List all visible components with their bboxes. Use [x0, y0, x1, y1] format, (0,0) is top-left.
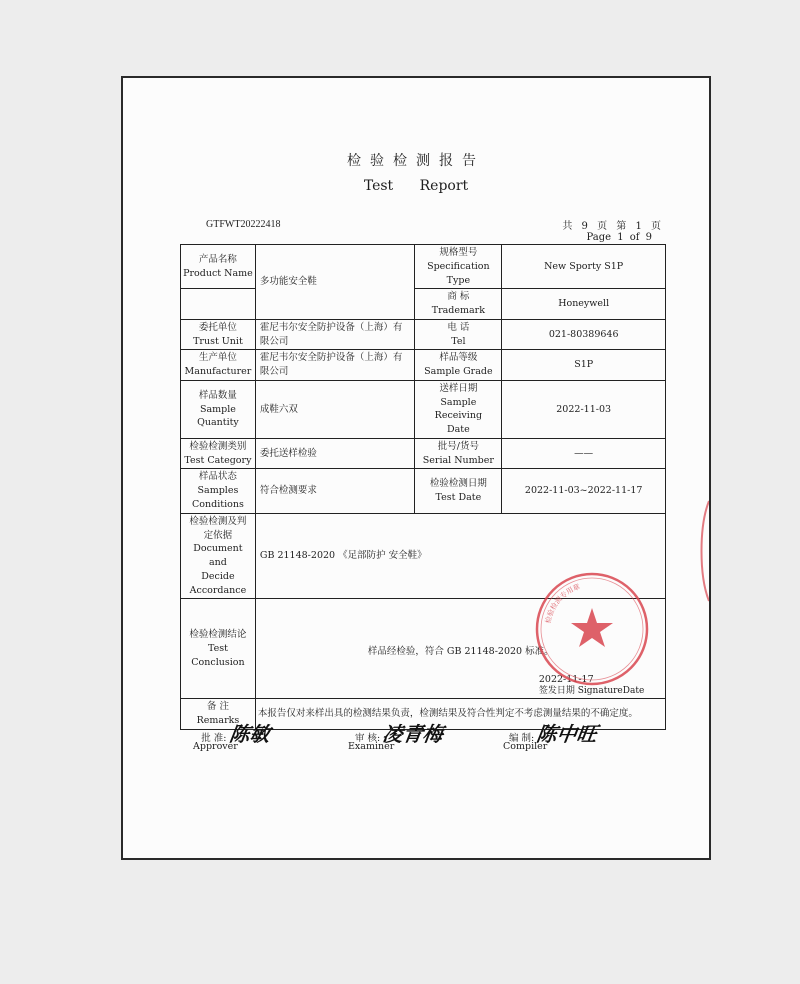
page-indicator-en: Page 1 of 9 — [586, 232, 652, 243]
sample-grade-label: 样品等级 Sample Grade — [415, 350, 502, 381]
compiler-block — [503, 718, 603, 752]
product-name-label: 产品名称 Product Name — [181, 245, 256, 289]
svg-text:检验检测专用章 — [543, 582, 581, 624]
compiler-label-en: Compiler — [503, 741, 548, 752]
table-row — [181, 438, 666, 469]
manufacturer-value: 霍尼韦尔安全防护设备（上海）有 限公司 — [255, 350, 415, 381]
issue-date-label: 签发日期 SignatureDate — [538, 686, 645, 697]
test-category-value: 委托送样检验 — [255, 438, 415, 469]
remarks-label: 备 注 Remarks — [181, 699, 256, 730]
table-row — [181, 350, 666, 381]
report-title-en: Test Report — [363, 178, 469, 194]
page-indicator-cn: 共 9 页 第 1 页 — [562, 221, 664, 232]
issue-date: 2022-11-17 — [538, 674, 594, 686]
trademark-label: 商 标 Trademark — [415, 289, 502, 320]
trust-unit-value: 霍尼韦尔安全防护设备（上海）有 限公司 — [255, 319, 415, 350]
samples-conditions-value: 符合检测要求 — [255, 469, 415, 513]
approver-signature: 陈敏 — [227, 722, 272, 746]
receiving-date-value: 2022-11-03 — [502, 380, 666, 438]
report-sheet — [121, 76, 711, 860]
samples-conditions-label: 样品状态 Samples Conditions — [181, 469, 256, 513]
table-row — [181, 469, 666, 513]
report-number: GTFWT20222418 — [206, 219, 281, 230]
compiler-label-cn: 编 制: — [509, 733, 535, 744]
empty-cell — [181, 289, 256, 320]
compiler-signature: 陈中旺 — [535, 722, 599, 746]
test-category-label: 检验检测类别 Test Category — [181, 438, 256, 469]
table-row — [181, 289, 666, 320]
official-seal — [533, 570, 651, 688]
examiner-signature: 凌青梅 — [381, 722, 445, 746]
decide-accordance-value: GB 21148-2020 《足部防护 安全鞋》 — [255, 513, 665, 599]
examiner-label-cn: 审 核: — [355, 733, 381, 744]
examiner-label-en: Examiner — [348, 741, 395, 752]
trademark-value: Honeywell — [502, 289, 666, 320]
edge-seal-fragment — [695, 496, 709, 606]
serial-number-value: —— — [502, 438, 666, 469]
table-row — [181, 245, 666, 289]
decide-accordance-label: 检验检测及判 定依据 Document and Decide Accordance — [181, 513, 256, 599]
approver-label-en: Approver — [193, 741, 238, 752]
receiving-date-label: 送样日期 Sample Receiving Date — [415, 380, 502, 438]
spec-type-value: New Sporty S1P — [502, 245, 666, 289]
report-title-cn: 检验检测报告 — [347, 153, 485, 169]
approver-block — [193, 718, 278, 752]
seal-text: 检验检测专用章 — [544, 582, 582, 625]
spec-type-label: 规格型号 Specification Type — [415, 245, 502, 289]
tel-value: 021-80389646 — [502, 319, 666, 350]
test-date-value: 2022-11-03~2022-11-17 — [502, 469, 666, 513]
table-row — [181, 380, 666, 438]
test-date-label: 检验检测日期 Test Date — [415, 469, 502, 513]
remarks-value: 本报告仅对来样出具的检测结果负责，检测结果及符合性判定不考虑测量结果的不确定度。 — [255, 699, 665, 730]
sample-grade-value: S1P — [502, 350, 666, 381]
table-row — [181, 319, 666, 350]
product-name-value: 多功能安全鞋 — [255, 245, 415, 320]
serial-number-label: 批号/货号 Serial Number — [415, 438, 502, 469]
trust-unit-label: 委托单位 Trust Unit — [181, 319, 256, 350]
sample-quantity-value: 成鞋六双 — [255, 380, 415, 438]
manufacturer-label: 生产单位 Manufacturer — [181, 350, 256, 381]
examiner-block — [348, 718, 450, 752]
conclusion-label: 检验检测结论 Test Conclusion — [181, 599, 256, 699]
conclusion-value: 样品经检验，符合 GB 21148-2020 标准。 — [367, 646, 554, 658]
tel-label: 电 话 Tel — [415, 319, 502, 350]
approver-label-cn: 批 准: — [201, 733, 227, 744]
sample-quantity-label: 样品数量 Sample Quantity — [181, 380, 256, 438]
